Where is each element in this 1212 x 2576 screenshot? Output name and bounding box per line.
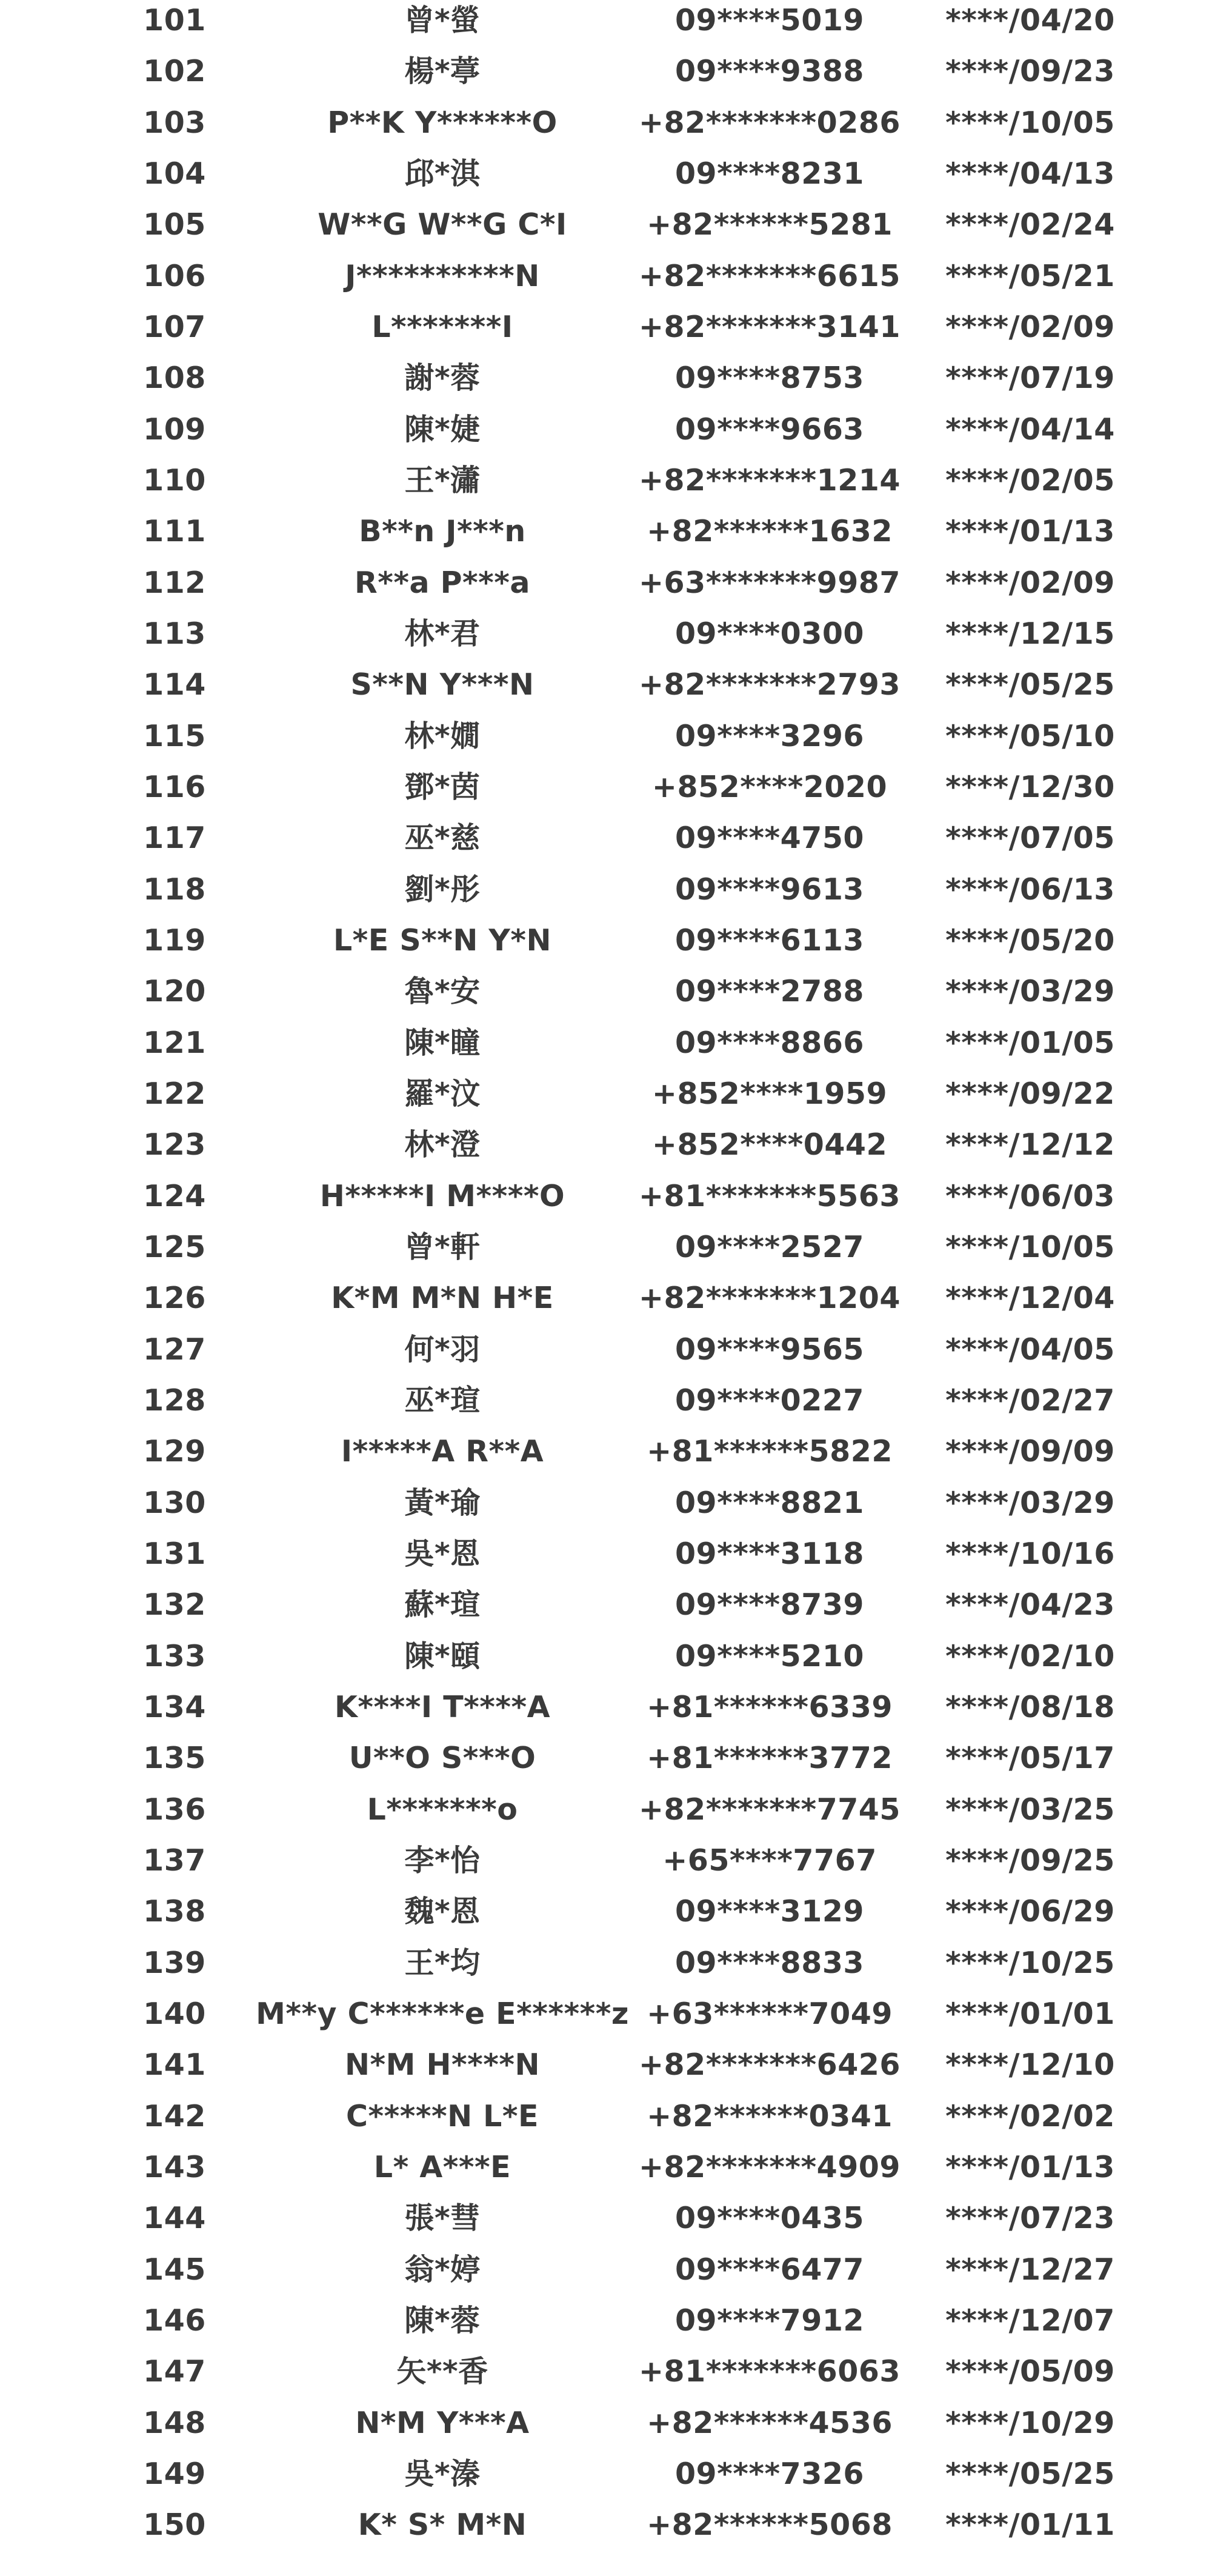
winner-name: S**N Y***N	[350, 667, 534, 702]
entry-number: 122	[143, 1076, 206, 1111]
table-row	[0, 199, 1212, 250]
winner-date: ****/12/15	[945, 616, 1115, 651]
winner-date: ****/02/09	[945, 565, 1115, 600]
winner-name: L*E S**N Y*N	[333, 923, 552, 958]
table-row	[0, 2040, 1212, 2090]
winner-phone: 09****8866	[674, 1025, 865, 1060]
winner-date: ****/07/23	[945, 2201, 1115, 2236]
winner-name: 曾*螢	[404, 3, 481, 38]
winner-date: ****/05/09	[945, 2354, 1115, 2389]
winner-phone: +81*******5563	[639, 1178, 901, 1213]
entry-number: 145	[143, 2252, 206, 2287]
winner-name: C*****N L*E	[346, 2098, 539, 2134]
winner-date: ****/02/09	[945, 309, 1115, 344]
winner-name: I*****A R**A	[341, 1434, 544, 1469]
winner-name: H*****I M****O	[319, 1178, 565, 1213]
winner-phone: 09****8753	[674, 361, 865, 396]
entry-number: 138	[143, 1894, 206, 1929]
table-row	[0, 1733, 1212, 1784]
winner-date: ****/12/07	[945, 2303, 1115, 2338]
winner-phone: 09****3129	[674, 1894, 865, 1929]
winner-date: ****/04/20	[945, 3, 1115, 38]
winner-date: ****/10/29	[945, 2405, 1115, 2440]
winner-name: 翁*婷	[404, 2252, 481, 2287]
winner-date: ****/02/05	[945, 462, 1115, 498]
winner-name: 黃*瑜	[404, 1485, 481, 1520]
winner-name: 巫*慈	[404, 821, 481, 856]
table-row	[0, 2091, 1212, 2142]
entry-number: 107	[143, 309, 206, 344]
entry-number: 136	[143, 1792, 206, 1827]
winner-name: U**O S***O	[348, 1741, 536, 1776]
winner-phone: 09****7912	[674, 2303, 865, 2338]
entry-number: 109	[143, 412, 206, 447]
winner-name: 林*君	[404, 616, 481, 651]
winner-name: K* S* M*N	[358, 2508, 527, 2543]
table-row	[0, 2398, 1212, 2449]
table-row	[0, 302, 1212, 353]
winner-date: ****/10/16	[945, 1536, 1115, 1571]
winner-date: ****/02/02	[945, 2098, 1115, 2134]
table-row	[0, 2142, 1212, 2193]
entry-number: 141	[143, 2047, 206, 2083]
entry-number: 143	[143, 2149, 206, 2184]
winner-phone: 09****0435	[674, 2201, 865, 2236]
table-row	[0, 1835, 1212, 1886]
winner-phone: 09****6113	[674, 923, 865, 958]
entry-number: 137	[143, 1843, 206, 1878]
entry-number: 130	[143, 1485, 206, 1520]
winner-date: ****/04/14	[945, 412, 1115, 447]
entry-number: 121	[143, 1025, 206, 1060]
entry-number: 132	[143, 1587, 206, 1623]
table-row	[0, 2449, 1212, 2500]
winner-name: 鄧*茵	[404, 769, 481, 804]
winner-phone: +82*******7745	[639, 1792, 901, 1827]
table-row	[0, 1018, 1212, 1069]
entry-number: 125	[143, 1229, 206, 1264]
winner-phone: +82*******1204	[639, 1281, 901, 1316]
winner-phone: +82*******6426	[639, 2047, 901, 2083]
winner-phone: 09****2788	[674, 974, 865, 1009]
entry-number: 139	[143, 1945, 206, 1980]
table-row	[0, 558, 1212, 609]
table-row	[0, 1529, 1212, 1580]
table-row	[0, 0, 1212, 46]
winner-phone: +82*******0286	[639, 105, 901, 140]
winner-phone: 09****9613	[674, 872, 865, 907]
winner-phone: 09****7326	[674, 2456, 865, 2491]
winner-name: 蘇*瑄	[404, 1587, 481, 1623]
winner-name: 邱*淇	[404, 156, 481, 191]
winner-name: 吳*溱	[404, 2456, 481, 2491]
winner-phone: 09****9388	[674, 54, 865, 89]
winner-name: 陳*蓉	[404, 2303, 481, 2338]
winner-phone: +81******5822	[647, 1434, 893, 1469]
table-row	[0, 915, 1212, 966]
entry-number: 106	[143, 258, 206, 293]
winner-name: 楊*葶	[404, 54, 481, 89]
winner-phone: +65****7767	[662, 1843, 877, 1878]
winner-name: 羅*汶	[404, 1076, 481, 1111]
winner-name: M**y C******e E******z	[256, 1996, 629, 2031]
winner-date: ****/01/11	[945, 2508, 1115, 2543]
winner-date: ****/09/09	[945, 1434, 1115, 1469]
winner-date: ****/05/20	[945, 923, 1115, 958]
winner-date: ****/05/25	[945, 667, 1115, 702]
entry-number: 112	[143, 565, 206, 600]
winner-name: 巫*瑄	[404, 1383, 481, 1418]
table-row	[0, 2193, 1212, 2244]
winner-name: W**G W**G C*I	[318, 207, 567, 242]
table-row	[0, 1171, 1212, 1222]
entry-number: 129	[143, 1434, 206, 1469]
winner-date: ****/07/19	[945, 361, 1115, 396]
table-row	[0, 455, 1212, 506]
winner-date: ****/12/12	[945, 1127, 1115, 1163]
winner-date: ****/01/01	[945, 1996, 1115, 2031]
table-row	[0, 1478, 1212, 1529]
winner-phone: +852****1959	[651, 1076, 888, 1111]
winner-phone: +63*******9987	[639, 565, 901, 600]
winner-date: ****/03/29	[945, 974, 1115, 1009]
winner-date: ****/02/24	[945, 207, 1115, 242]
winner-date: ****/05/21	[945, 258, 1115, 293]
winner-phone: +82******4536	[647, 2405, 893, 2440]
winner-phone: +81*******6063	[639, 2354, 901, 2389]
table-row	[0, 98, 1212, 148]
winner-date: ****/12/30	[945, 769, 1115, 804]
winner-phone: 09****9565	[674, 1332, 865, 1367]
winner-phone: 09****8739	[674, 1587, 865, 1623]
winner-name: L* A***E	[373, 2149, 511, 2184]
table-row	[0, 404, 1212, 455]
entry-number: 111	[143, 514, 206, 549]
entry-number: 101	[143, 3, 206, 38]
table-row	[0, 353, 1212, 404]
winner-date: ****/08/18	[945, 1689, 1115, 1724]
table-row	[0, 1119, 1212, 1170]
winner-phone: +82******0341	[647, 2098, 893, 2134]
winner-phone: 09****4750	[674, 821, 865, 856]
winner-date: ****/10/25	[945, 1945, 1115, 1980]
entry-number: 113	[143, 616, 206, 651]
winner-date: ****/02/10	[945, 1638, 1115, 1673]
winner-phone: +852****2020	[651, 769, 888, 804]
table-row	[0, 1580, 1212, 1630]
entry-number: 115	[143, 718, 206, 753]
winner-date: ****/12/04	[945, 1281, 1115, 1316]
winner-phone: 09****3118	[674, 1536, 865, 1571]
table-row	[0, 659, 1212, 710]
entry-number: 131	[143, 1536, 206, 1571]
winner-phone: 09****2527	[674, 1229, 865, 1264]
entry-number: 104	[143, 156, 206, 191]
winner-name: 王*均	[404, 1945, 481, 1980]
winner-name: K*M M*N H*E	[331, 1281, 554, 1316]
table-row	[0, 2346, 1212, 2397]
table-row	[0, 864, 1212, 915]
winner-phone: 09****8231	[674, 156, 865, 191]
winner-date: ****/03/25	[945, 1792, 1115, 1827]
entry-number: 140	[143, 1996, 206, 2031]
winner-date: ****/06/03	[945, 1178, 1115, 1213]
winner-phone: +82*******2793	[639, 667, 901, 702]
entry-number: 127	[143, 1332, 206, 1367]
table-row	[0, 1631, 1212, 1682]
entry-number: 110	[143, 462, 206, 498]
winner-date: ****/09/23	[945, 54, 1115, 89]
entry-number: 126	[143, 1281, 206, 1316]
winner-name: R**a P***a	[355, 565, 530, 600]
table-row	[0, 1375, 1212, 1426]
winner-date: ****/12/27	[945, 2252, 1115, 2287]
winner-date: ****/04/05	[945, 1332, 1115, 1367]
winner-name: 魯*安	[404, 974, 481, 1009]
winner-date: ****/01/05	[945, 1025, 1115, 1060]
winner-date: ****/09/22	[945, 1076, 1115, 1111]
winner-date: ****/07/05	[945, 821, 1115, 856]
entry-number: 124	[143, 1178, 206, 1213]
winner-name: K****I T****A	[334, 1689, 551, 1724]
winner-phone: +82*******6615	[639, 258, 901, 293]
winner-phone: +82******1632	[647, 514, 893, 549]
winner-name: L*******I	[371, 309, 513, 344]
table-row	[0, 251, 1212, 302]
winner-phone: +82*******3141	[639, 309, 901, 344]
winner-phone: +82******5281	[647, 207, 893, 242]
table-row	[0, 1222, 1212, 1273]
winner-name: 林*嫺	[404, 718, 481, 753]
winner-phone: 09****0300	[674, 616, 865, 651]
winner-phone: 09****9663	[674, 412, 865, 447]
winner-phone: 09****8821	[674, 1485, 865, 1520]
winner-phone: +82*******1214	[639, 462, 901, 498]
entry-number: 144	[143, 2201, 206, 2236]
winner-date: ****/12/10	[945, 2047, 1115, 2083]
entry-number: 118	[143, 872, 206, 907]
entry-number: 105	[143, 207, 206, 242]
winner-name: 吳*恩	[404, 1536, 481, 1571]
entry-number: 133	[143, 1638, 206, 1673]
winner-phone: 09****6477	[674, 2252, 865, 2287]
winner-name: L*******o	[367, 1792, 518, 1827]
winner-name: 魏*恩	[404, 1894, 481, 1929]
winner-date: ****/05/17	[945, 1741, 1115, 1776]
winner-phone: +63******7049	[647, 1996, 893, 2031]
winner-date: ****/10/05	[945, 105, 1115, 140]
entry-number: 146	[143, 2303, 206, 2338]
winner-phone: 09****5019	[674, 3, 865, 38]
winner-name: N*M Y***A	[355, 2405, 530, 2440]
winner-name: 陳*頤	[404, 1638, 481, 1673]
table-row	[0, 711, 1212, 762]
table-row	[0, 609, 1212, 659]
winner-date: ****/06/29	[945, 1894, 1115, 1929]
winner-phone: 09****0227	[674, 1383, 865, 1418]
entry-number: 128	[143, 1383, 206, 1418]
entry-number: 103	[143, 105, 206, 140]
winner-date: ****/01/13	[945, 2149, 1115, 2184]
entry-number: 120	[143, 974, 206, 1009]
table-row	[0, 762, 1212, 813]
winner-name: 矢**香	[396, 2354, 488, 2389]
table-row	[0, 1989, 1212, 2040]
winner-name: 何*羽	[404, 1332, 481, 1367]
winner-date: ****/05/25	[945, 2456, 1115, 2491]
winner-date: ****/09/25	[945, 1843, 1115, 1878]
winner-name: 謝*蓉	[404, 361, 481, 396]
winner-name: 劉*彤	[404, 872, 481, 907]
table-row	[0, 1886, 1212, 1937]
table-row	[0, 1069, 1212, 1119]
winner-name: 張*彗	[404, 2201, 481, 2236]
table-row	[0, 1682, 1212, 1733]
entry-number: 150	[143, 2508, 206, 2543]
table-row	[0, 2500, 1212, 2551]
table-row	[0, 1784, 1212, 1835]
entry-number: 149	[143, 2456, 206, 2491]
winner-phone: +81******3772	[647, 1741, 893, 1776]
winner-date: ****/04/23	[945, 1587, 1115, 1623]
winner-name: 王*瀟	[404, 462, 481, 498]
winner-phone: +82******5068	[647, 2508, 893, 2543]
table-row	[0, 966, 1212, 1017]
winner-name: 陳*瞳	[404, 1025, 481, 1060]
entry-number: 147	[143, 2354, 206, 2389]
winner-name: 曾*軒	[404, 1229, 481, 1264]
winner-date: ****/10/05	[945, 1229, 1115, 1264]
table-row	[0, 148, 1212, 199]
winner-name: B**n J***n	[359, 514, 526, 549]
winner-name: 林*澄	[404, 1127, 481, 1163]
winner-name: P**K Y******O	[327, 105, 558, 140]
table-row	[0, 1938, 1212, 1989]
winner-phone: +81******6339	[647, 1689, 893, 1724]
winner-phone: +82*******4909	[639, 2149, 901, 2184]
table-row	[0, 1324, 1212, 1375]
winner-name: N*M H****N	[345, 2047, 540, 2083]
table-row	[0, 1273, 1212, 1324]
entry-number: 123	[143, 1127, 206, 1163]
table-row	[0, 506, 1212, 557]
winner-name: 李*怡	[404, 1843, 481, 1878]
winner-date: ****/03/29	[945, 1485, 1115, 1520]
winner-date: ****/04/13	[945, 156, 1115, 191]
entry-number: 116	[143, 769, 206, 804]
table-row	[0, 46, 1212, 97]
winner-phone: +852****0442	[651, 1127, 888, 1163]
table-row	[0, 2295, 1212, 2346]
entry-number: 148	[143, 2405, 206, 2440]
winner-date: ****/01/13	[945, 514, 1115, 549]
entry-number: 134	[143, 1689, 206, 1724]
table-row	[0, 2244, 1212, 2295]
table-row	[0, 1426, 1212, 1477]
winner-date: ****/02/27	[945, 1383, 1115, 1418]
entry-number: 114	[143, 667, 206, 702]
winner-phone: 09****3296	[674, 718, 865, 753]
entry-number: 142	[143, 2098, 206, 2134]
winner-date: ****/06/13	[945, 872, 1115, 907]
entry-number: 135	[143, 1741, 206, 1776]
entry-number: 102	[143, 54, 206, 89]
winner-date: ****/05/10	[945, 718, 1115, 753]
entry-number: 117	[143, 821, 206, 856]
winner-phone: 09****8833	[674, 1945, 865, 1980]
entry-number: 108	[143, 361, 206, 396]
winner-name: J**********N	[345, 258, 540, 293]
entry-number: 119	[143, 923, 206, 958]
winner-name: 陳*婕	[404, 412, 481, 447]
table-row	[0, 813, 1212, 864]
winner-phone: 09****5210	[674, 1638, 865, 1673]
